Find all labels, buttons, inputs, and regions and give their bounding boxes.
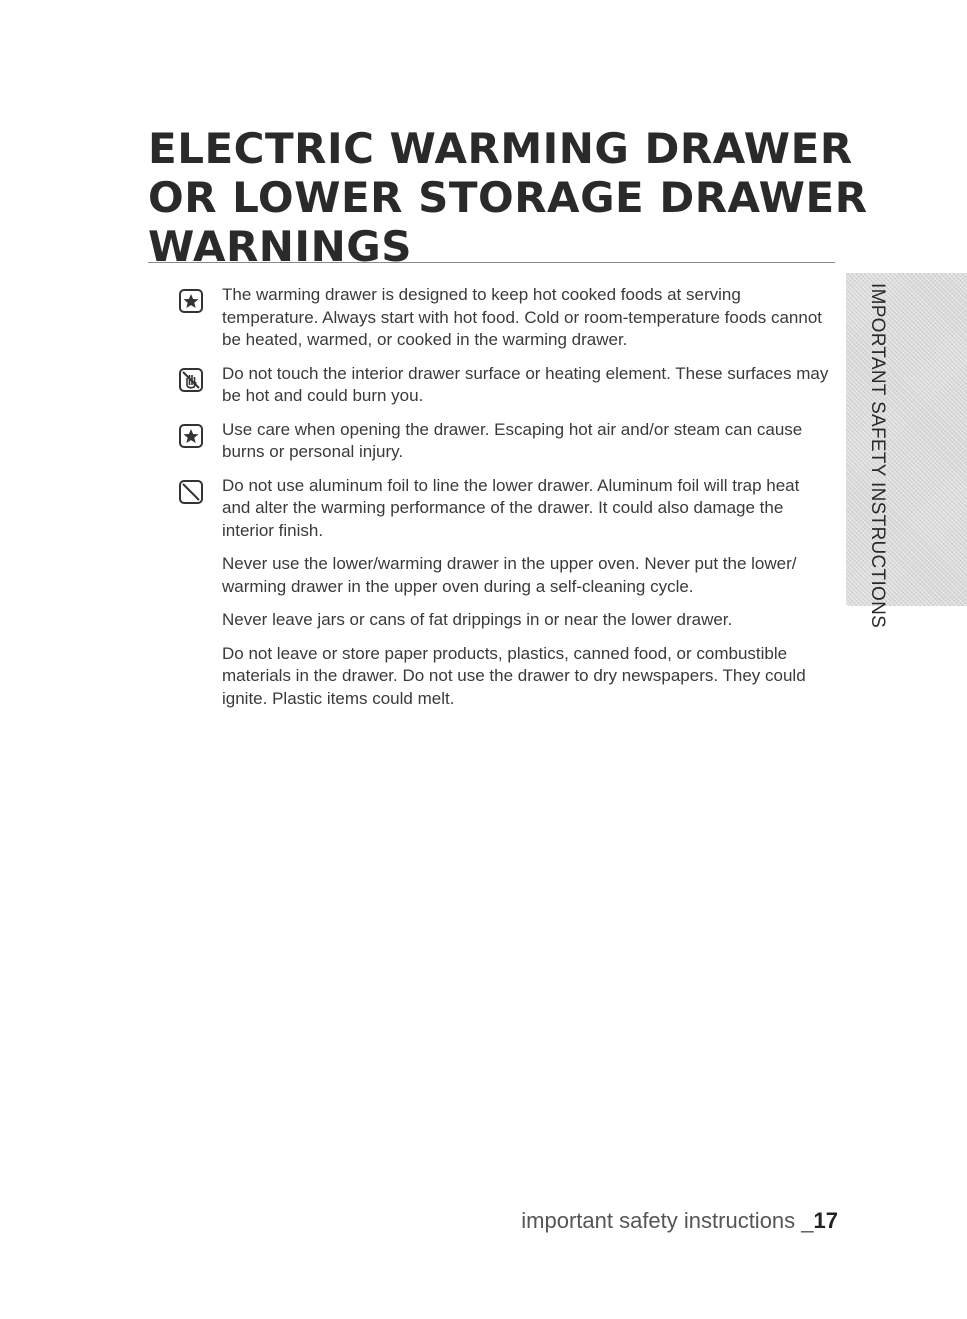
warning-item-text: Do not use aluminum foil to line the lower drawer. Aluminum foil will trap heat and alter the warming performance of the drawer. It could also damage the interior finish.: [222, 475, 800, 540]
warning-item: [222, 609, 832, 632]
warning-item-text: Do not touch the interior drawer surface or heating element. These surfaces may be hot and could burn you.: [222, 363, 829, 405]
title-line-3: WARNINGS: [148, 222, 412, 271]
warning-item: [222, 643, 832, 711]
warning-star-icon: [178, 288, 204, 314]
prohibited-icon: [178, 479, 204, 505]
title-divider: [148, 262, 835, 263]
warning-item-text: Never use the lower/warming drawer in the upper oven. Never put the lower/ warming drawer in the upper oven during a self-cleaning cycle.: [222, 554, 797, 596]
section-tab-label: IMPORTANT SAFETY INSTRUCTIONS: [867, 283, 888, 629]
footer-label: important safety instructions _: [521, 1208, 814, 1233]
warning-item: [222, 553, 832, 598]
warning-item-text: Do not leave or store paper products, plastics, canned food, or combustible materials in the drawer. Do not use the drawer to dry newspapers. They could ignite. Plastic items could melt.: [222, 643, 806, 708]
title-line-1: ELECTRIC WARMING DRAWER: [148, 124, 853, 173]
warning-item: [222, 419, 832, 464]
title-line-2: OR LOWER STORAGE DRAWER: [148, 173, 868, 222]
no-touch-hand-icon: [178, 367, 204, 393]
warning-list: [222, 284, 832, 721]
warning-item: [222, 475, 832, 543]
warning-item-text: Never leave jars or cans of fat drippings in or near the lower drawer.: [222, 610, 733, 629]
warning-item: [222, 363, 832, 408]
warning-star-icon: [178, 423, 204, 449]
warning-item-text: Use care when opening the drawer. Escaping hot air and/or steam can cause burns or personal injury.: [222, 419, 803, 461]
section-tab: [846, 273, 967, 606]
page-title: [148, 124, 868, 271]
warning-item-text: The warming drawer is designed to keep hot cooked foods at serving temperature. Always start with hot food. Cold or room-temperature foods cannot be heated, warmed, or cooked in the warming drawer.: [222, 285, 823, 349]
page-footer: [521, 1208, 838, 1234]
warning-item: [222, 284, 832, 352]
page-number: 17: [813, 1208, 838, 1233]
